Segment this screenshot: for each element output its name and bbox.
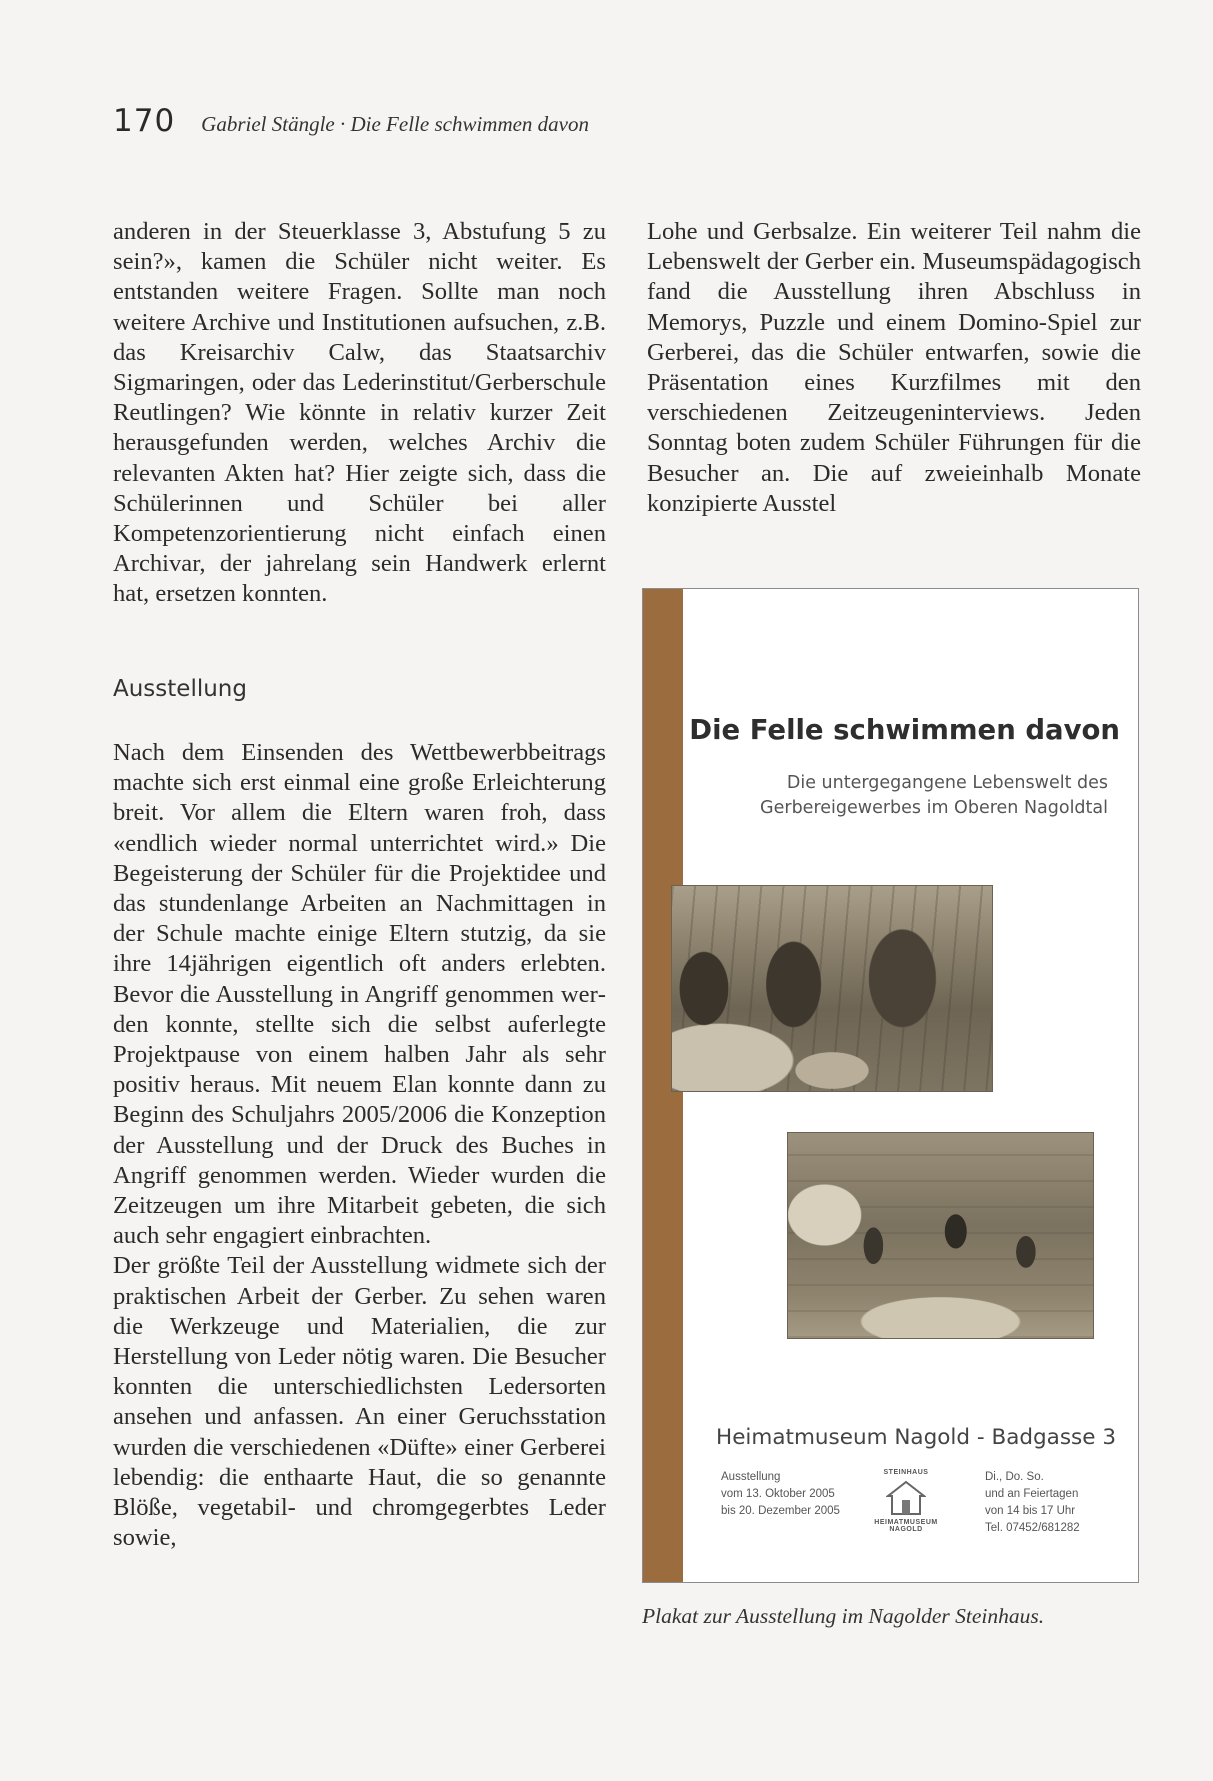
page-number: 170 [113, 103, 176, 139]
info-line: und an Feiertagen [985, 1488, 1079, 1500]
paragraph: anderen in der Steuerklasse 3, Abstufung 5 zu sein?», kamen die Schüler nicht weiter. Es entstanden weitere Fragen. Sollte man noch weitere Archive und Institutionen aufsuchen, z.B. das Kreisarchiv Calw, das Staatsarchiv Sigmaringen, oder das Lederinstitut/Gerberschule Reutlingen? Wie könnte in relativ kurzer Zeit herausgefunden werden, welches Archiv die relevanten Akten hat? Hier zeigte sich, dass die Schülerinnen und Schüler bei aller Kompetenzorientierung nicht einfach einen Archivar, der jahrelang sein Handwerk erlernt hat, ersetzen konnten. [113, 218, 606, 608]
paragraph: Nach dem Einsenden des Wettbewerbbeitrags machte sich erst einmal eine große Erleichterung breit. Vor allem die Eltern waren froh, dass «endlich wieder normal unterrichtet wird.» Die Begeisterung der Schüler für die Projektidee und das stundenlange Arbeiten an Nachmittagen in der Schule machte einige Eltern stutzig, da sie ihre 14jährigen eigentlich oft anders erlebten. Bevor die Ausstellung in Angriff genommen werden konnte, stellte sich die selbst auferlegte Projektpause von einem halben Jahr als sehr positiv heraus. Mit neuem Elan konnte dann zu Beginn des Schuljahrs 2005/2006 die Konzeption der Ausstellung und der Druck des Buches in Angriff genommen werden. Wieder wurden die Zeitzeugen um ihre Mitarbeit gebeten, die sich auch sehr engagiert einbrachten. [113, 739, 606, 1250]
poster-dates [721, 1469, 840, 1520]
tannery-photo [671, 885, 993, 1092]
right-column-text [647, 217, 1141, 519]
page-header [113, 103, 589, 139]
logo-footer: HEIMATMUSEUM NAGOLD [874, 1519, 938, 1533]
paragraph: Der größte Teil der Ausstellung widmete sich der praktischen Arbeit der Gerber. Zu sehen waren die Werkzeuge und Materialien, die zur Herstellung von Leder nötig waren. Die Besucher konnten die unterschiedlichsten Ledersorten ansehen und anfassen. An einer Geruchsstation wurden die verschiedenen «Düfte» einer Gerberei lebendig: die enthaarte Haut, die so genannte Blöße, vegetabil- und chromgegerbtes Leder sowie, [113, 1252, 606, 1552]
tannery-workers-photo [787, 1132, 1094, 1339]
paragraph: Lohe und Gerbsalze. Ein weiterer Teil nahm die Lebenswelt der Gerber ein. Museumspädagogisch fand die Ausstellung ihren Abschluss in Memorys, Puzzle und einem Domino-Spiel zur Gerberei, das die Schüler entwarfen, sowie die Präsentation eines Kurzfilmes mit den verschiedenen Zeitzeugeninterviews. Jeden Sonntag boten zudem Schüler Führungen für die Besucher an. Die auf zweieinhalb Monate konzipierte Ausstel [647, 218, 1141, 517]
poster-subtitle: Die untergegangene Lebenswelt des [786, 773, 1108, 793]
house-icon [886, 1480, 926, 1516]
poster-opening-hours [985, 1469, 1080, 1537]
info-line: bis 20. Dezember 2005 [721, 1505, 840, 1517]
left-column-text [113, 217, 606, 610]
section-heading: Ausstellung [113, 676, 247, 702]
info-line: von 14 bis 17 Uhr [985, 1505, 1076, 1517]
steinhaus-logo [868, 1469, 944, 1533]
poster-museum-address: Heimatmuseum Nagold - Badgasse 3 [716, 1425, 1116, 1450]
poster-subtitle: Gerbereigewerbes im Oberen Nagoldtal [760, 798, 1108, 818]
exhibition-poster [642, 588, 1139, 1583]
running-title: Gabriel Stängle · Die Felle schwimmen davon [201, 112, 590, 136]
section-body [113, 738, 606, 1553]
logo-name: STEINHAUS [883, 1469, 929, 1476]
figure-caption: Plakat zur Ausstellung im Nagolder Steinhaus. [642, 1604, 1045, 1628]
info-line: Ausstellung [721, 1471, 781, 1483]
info-line: Tel. 07452/681282 [985, 1522, 1080, 1534]
info-line: vom 13. Oktober 2005 [721, 1488, 835, 1500]
info-line: Di., Do. So. [985, 1471, 1044, 1483]
poster-title: Die Felle schwimmen davon [689, 714, 1120, 746]
